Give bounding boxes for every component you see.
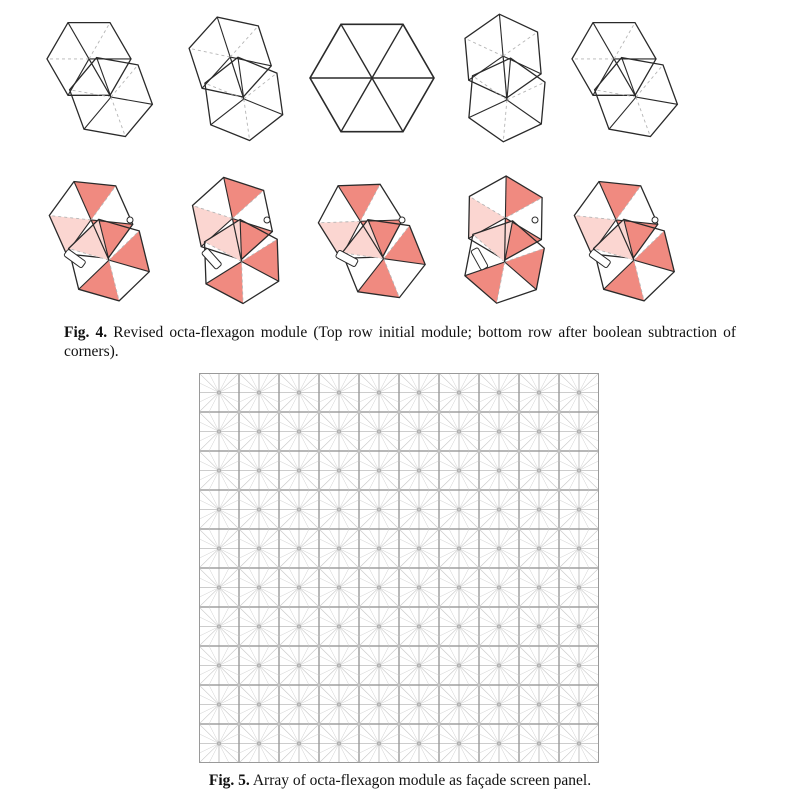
panel-cell-r5-c8 bbox=[479, 529, 519, 568]
panel-cell-r2-c2 bbox=[239, 412, 279, 451]
panel-cell-r7-c4 bbox=[319, 607, 359, 646]
flexagon-module-r2-c1 bbox=[49, 182, 149, 301]
panel-cell-r8-c5 bbox=[359, 646, 399, 685]
panel-cell-r2-c1 bbox=[199, 412, 239, 451]
panel-cell-r4-c6 bbox=[399, 490, 439, 529]
flexagon-module-r1-c4 bbox=[465, 14, 545, 142]
panel-cell-r3-c3 bbox=[279, 451, 319, 490]
panel-cell-r8-c2 bbox=[239, 646, 279, 685]
panel-cell-r2-c5 bbox=[359, 412, 399, 451]
panel-cell-r1-c3 bbox=[279, 373, 319, 412]
panel-cell-r8-c9 bbox=[519, 646, 559, 685]
panel-cell-r10-c10 bbox=[559, 724, 599, 763]
panel-cell-r3-c7 bbox=[439, 451, 479, 490]
panel-cell-r8-c7 bbox=[439, 646, 479, 685]
figure-4-label: Fig. 4. bbox=[64, 324, 108, 341]
panel-cell-r2-c7 bbox=[439, 412, 479, 451]
panel-cell-r7-c9 bbox=[519, 607, 559, 646]
figure-5-caption bbox=[0, 771, 800, 790]
panel-cell-r3-c4 bbox=[319, 451, 359, 490]
panel-cell-r6-c7 bbox=[439, 568, 479, 607]
panel-cell-r6-c3 bbox=[279, 568, 319, 607]
panel-cell-r9-c3 bbox=[279, 685, 319, 724]
flexagon-module-r1-c3 bbox=[310, 24, 434, 131]
panel-cell-r4-c8 bbox=[479, 490, 519, 529]
panel-cell-r1-c1 bbox=[199, 373, 239, 412]
panel-cell-r1-c6 bbox=[399, 373, 439, 412]
panel-cell-r6-c4 bbox=[319, 568, 359, 607]
panel-cell-r4-c5 bbox=[359, 490, 399, 529]
panel-cell-r6-c2 bbox=[239, 568, 279, 607]
panel-cell-r5-c7 bbox=[439, 529, 479, 568]
panel-cell-r9-c1 bbox=[199, 685, 239, 724]
panel-cell-r9-c5 bbox=[359, 685, 399, 724]
panel-cell-r3-c8 bbox=[479, 451, 519, 490]
panel-cell-r4-c2 bbox=[239, 490, 279, 529]
panel-cell-r1-c4 bbox=[319, 373, 359, 412]
panel-cell-r7-c5 bbox=[359, 607, 399, 646]
panel-cell-r5-c2 bbox=[239, 529, 279, 568]
figure-4-modules bbox=[40, 0, 760, 312]
panel-cell-r10-c6 bbox=[399, 724, 439, 763]
panel-cell-r10-c9 bbox=[519, 724, 559, 763]
panel-cell-r5-c9 bbox=[519, 529, 559, 568]
panel-cell-r3-c10 bbox=[559, 451, 599, 490]
panel-cell-r8-c3 bbox=[279, 646, 319, 685]
flexagon-module-r1-c2 bbox=[189, 17, 283, 140]
panel-cell-r4-c9 bbox=[519, 490, 559, 529]
panel-cell-r5-c10 bbox=[559, 529, 599, 568]
panel-cell-r7-c6 bbox=[399, 607, 439, 646]
figure-4-caption bbox=[64, 323, 736, 361]
panel-cell-r3-c1 bbox=[199, 451, 239, 490]
panel-cell-r9-c8 bbox=[479, 685, 519, 724]
panel-cell-r9-c10 bbox=[559, 685, 599, 724]
panel-cell-r5-c5 bbox=[359, 529, 399, 568]
panel-cell-r10-c4 bbox=[319, 724, 359, 763]
panel-cell-r5-c1 bbox=[199, 529, 239, 568]
panel-cell-r9-c9 bbox=[519, 685, 559, 724]
panel-cell-r2-c3 bbox=[279, 412, 319, 451]
panel-cell-r9-c7 bbox=[439, 685, 479, 724]
panel-cell-r9-c4 bbox=[319, 685, 359, 724]
panel-cell-r5-c4 bbox=[319, 529, 359, 568]
figure-5-caption-text: Array of octa-flexagon module as façade screen panel. bbox=[249, 772, 592, 789]
panel-cell-r4-c10 bbox=[559, 490, 599, 529]
panel-cell-r1-c5 bbox=[359, 373, 399, 412]
panel-cell-r2-c9 bbox=[519, 412, 559, 451]
panel-cell-r1-c10 bbox=[559, 373, 599, 412]
panel-cell-r6-c9 bbox=[519, 568, 559, 607]
panel-cell-r2-c8 bbox=[479, 412, 519, 451]
panel-cell-r1-c2 bbox=[239, 373, 279, 412]
flexagon-module-r2-c2 bbox=[192, 177, 278, 303]
figure-5-panel-array bbox=[199, 373, 599, 763]
panel-cell-r6-c6 bbox=[399, 568, 439, 607]
panel-cell-r8-c10 bbox=[559, 646, 599, 685]
panel-cell-r3-c2 bbox=[239, 451, 279, 490]
flexagon-module-r2-c4 bbox=[465, 176, 544, 303]
panel-cell-r1-c9 bbox=[519, 373, 559, 412]
panel-cell-r1-c7 bbox=[439, 373, 479, 412]
panel-cell-r2-c10 bbox=[559, 412, 599, 451]
panel-cell-r6-c5 bbox=[359, 568, 399, 607]
panel-cell-r3-c5 bbox=[359, 451, 399, 490]
panel-cell-r3-c9 bbox=[519, 451, 559, 490]
panel-cell-r10-c3 bbox=[279, 724, 319, 763]
panel-cell-r7-c7 bbox=[439, 607, 479, 646]
flexagon-module-r1-c5 bbox=[572, 23, 677, 137]
figure-5-label: Fig. 5. bbox=[208, 772, 250, 789]
panel-cell-r7-c1 bbox=[199, 607, 239, 646]
panel-cell-r10-c8 bbox=[479, 724, 519, 763]
panel-cell-r10-c2 bbox=[239, 724, 279, 763]
flexagon-module-r2-c5 bbox=[574, 182, 674, 301]
panel-cell-r2-c6 bbox=[399, 412, 439, 451]
panel-cell-r7-c3 bbox=[279, 607, 319, 646]
panel-cell-r10-c5 bbox=[359, 724, 399, 763]
panel-cell-r6-c10 bbox=[559, 568, 599, 607]
panel-cell-r4-c1 bbox=[199, 490, 239, 529]
panel-cell-r7-c10 bbox=[559, 607, 599, 646]
flexagon-module-r1-c1 bbox=[47, 23, 152, 137]
panel-cell-r10-c1 bbox=[199, 724, 239, 763]
panel-cell-r1-c8 bbox=[479, 373, 519, 412]
panel-cell-r10-c7 bbox=[439, 724, 479, 763]
panel-cell-r7-c8 bbox=[479, 607, 519, 646]
panel-cell-r8-c4 bbox=[319, 646, 359, 685]
panel-cell-r3-c6 bbox=[399, 451, 439, 490]
panel-cell-r9-c6 bbox=[399, 685, 439, 724]
panel-cell-r4-c3 bbox=[279, 490, 319, 529]
panel-cell-r8-c1 bbox=[199, 646, 239, 685]
panel-cell-r5-c6 bbox=[399, 529, 439, 568]
panel-cell-r2-c4 bbox=[319, 412, 359, 451]
panel-cell-r4-c4 bbox=[319, 490, 359, 529]
panel-cell-r6-c1 bbox=[199, 568, 239, 607]
panel-cell-r4-c7 bbox=[439, 490, 479, 529]
panel-cell-r7-c2 bbox=[239, 607, 279, 646]
panel-cell-r8-c6 bbox=[399, 646, 439, 685]
panel-cell-r9-c2 bbox=[239, 685, 279, 724]
panel-cell-r6-c8 bbox=[479, 568, 519, 607]
panel-cell-r8-c8 bbox=[479, 646, 519, 685]
panel-cell-r5-c3 bbox=[279, 529, 319, 568]
figure-4-caption-text: Revised octa-flexagon module (Top row initial module; bottom row after boolean subtraction of corners). bbox=[64, 324, 736, 360]
flexagon-module-r2-c3 bbox=[318, 184, 425, 297]
